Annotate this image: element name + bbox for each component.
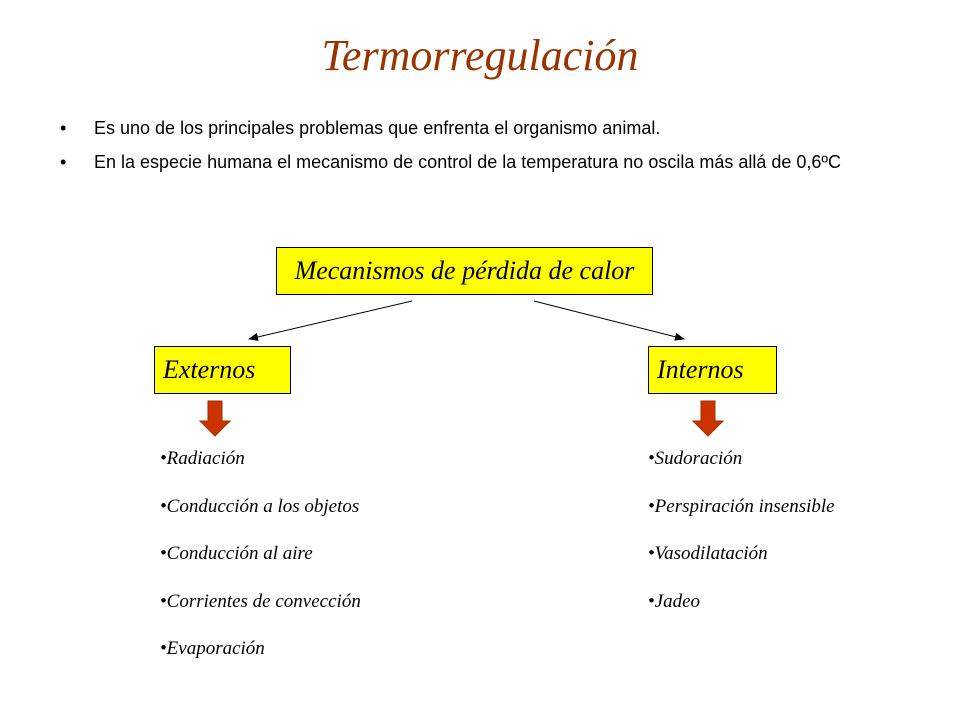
arrow-to-externos bbox=[249, 301, 412, 339]
list-item: •Conducción al aire bbox=[160, 543, 313, 564]
externos-list bbox=[160, 447, 361, 685]
bullet-text: En la especie humana el mecanismo de control de la temperatura no oscila más allá de 0,6ºC bbox=[94, 152, 841, 172]
bullet-text: Es uno de los principales problemas que enfrenta el organismo animal. bbox=[94, 118, 661, 138]
list-item: •Corrientes de convección bbox=[160, 590, 361, 612]
page-title: Termorregulación bbox=[321, 31, 639, 80]
list-item: •Radiación bbox=[160, 448, 245, 469]
bullet-marker: • bbox=[60, 152, 67, 172]
arrow-to-internos bbox=[534, 301, 684, 339]
list-item: •Perspiración insensible bbox=[648, 495, 835, 517]
externos-box: Externos bbox=[154, 346, 291, 394]
list-item: •Vasodilatación bbox=[648, 543, 768, 564]
down-arrow-internos bbox=[693, 401, 723, 436]
list-item: •Sudoración bbox=[648, 448, 743, 469]
list-item: •Conducción a los objetos bbox=[160, 495, 360, 517]
list-item: •Evaporación bbox=[160, 638, 265, 659]
list-item: •Jadeo bbox=[648, 590, 701, 612]
internos-list bbox=[648, 447, 835, 637]
down-arrow-externos bbox=[200, 401, 230, 436]
bullet-marker: • bbox=[60, 118, 67, 138]
internos-box: Internos bbox=[648, 346, 777, 394]
root-mechanisms-box: Mecanismos de pérdida de calor bbox=[276, 247, 653, 295]
